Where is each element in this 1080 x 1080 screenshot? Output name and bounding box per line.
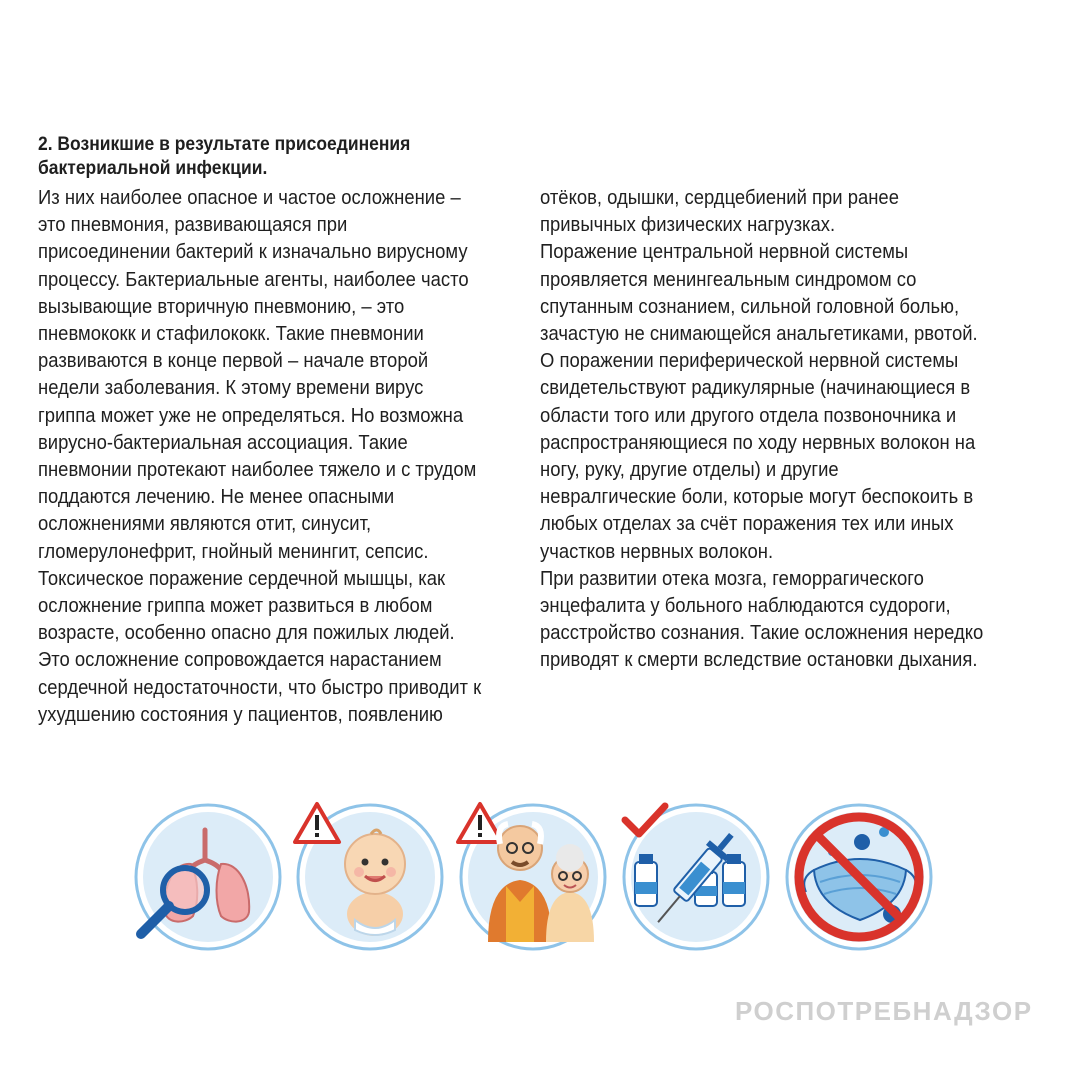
text-line: невралгические боли, которые могут беспокоить в <box>540 485 974 509</box>
vial-icon <box>635 854 657 906</box>
text-line: отёков, одышки, сердцебиений при ранее <box>540 186 899 209</box>
text-line: О поражении периферической нервной системы <box>540 349 959 373</box>
right-text-column <box>540 184 1040 674</box>
text-line: сердечной недостаточности, что быстро приводит к <box>38 675 482 699</box>
text-line: свидетельствуют радикулярные (начинающиеся в <box>540 376 971 400</box>
text-line: приводят к смерти вследствие остановки дыхания. <box>540 648 978 672</box>
brand-logo-text: РОСПОТРЕБНАДЗОР <box>735 996 1033 1026</box>
text-line: любых отделах за счёт поражения тех или иных <box>540 512 954 536</box>
section-heading <box>38 133 470 181</box>
text-line: области того или другого отдела позвоночника и <box>540 403 957 427</box>
text-line: пневмококк и стафилококк. Такие пневмонии <box>38 322 424 346</box>
text-line: осложнениями являются отит, синусит, <box>38 512 372 536</box>
text-line: зачастую не снимающейся анальгетиками, рвотой. <box>540 322 978 346</box>
baby-warning-icon <box>295 802 445 952</box>
text-line: развиваются в конце первой – начале второй <box>38 349 429 373</box>
text-line: ухудшению состояния у пациентов, появлению <box>38 702 443 726</box>
text-line: Из них наиболее опасное и частое осложнение – <box>38 186 461 209</box>
text-line: энцефалита у больного наблюдаются судороги, <box>540 594 951 618</box>
text-line: проявляется менингеальным синдромом со <box>540 267 917 291</box>
text-line: осложнение гриппа может развиться в любом <box>38 594 433 618</box>
text-line: привычных физических нагрузках. <box>540 213 836 237</box>
text-line: При развитии отека мозга, геморрагического <box>540 566 924 590</box>
vaccine-syringe-icon <box>621 802 771 952</box>
text-line: недели заболевания. К этому времени вирус <box>38 376 424 400</box>
text-line: спутанным сознанием, сильной головной болью, <box>540 294 960 318</box>
text-line: Это осложнение сопровождается нарастанием <box>38 648 442 672</box>
vial-icon <box>723 854 745 906</box>
text-line: гриппа может уже не определяться. Но возможна <box>38 403 464 427</box>
heading-line: бактериальной инфекции. <box>38 158 268 179</box>
text-line: это пневмония, развивающаяся при <box>38 213 348 237</box>
text-line: участков нервных волокон. <box>540 539 774 563</box>
heading-line: 2. Возникшие в результате присоединения <box>38 134 411 155</box>
elderly-couple-warning-icon <box>458 802 608 952</box>
no-mask-icon <box>784 802 934 952</box>
text-line: Токсическое поражение сердечной мышцы, как <box>38 566 446 590</box>
text-line: вирусно-бактериальная ассоциация. Такие <box>38 430 408 454</box>
text-line: присоединении бактерий к изначально вирусному <box>38 240 468 264</box>
text-line: пневмонии протекают наиболее тяжело и с трудом <box>38 458 477 482</box>
text-line: ногу, руку, другие отделы) и другие <box>540 458 839 482</box>
lungs-magnifier-icon <box>133 802 283 952</box>
text-line: распространяющиеся по ходу нервных волокон на <box>540 430 976 454</box>
text-line: расстройство сознания. Такие осложнения нередко <box>540 621 984 645</box>
text-line: процессу. Бактериальные агенты, наиболее часто <box>38 267 469 291</box>
text-line: гломерулонефрит, гнойный менингит, сепсис. <box>38 539 429 563</box>
text-line: поддаются лечению. Не менее опасными <box>38 485 395 509</box>
text-line: вызывающие вторичную пневмонию, – это <box>38 294 405 318</box>
text-line: возрасте, особенно опасно для пожилых людей. <box>38 621 455 645</box>
text-line: Поражение центральной нервной системы <box>540 240 909 264</box>
left-text-column <box>38 184 518 728</box>
icon-row <box>0 802 1080 962</box>
